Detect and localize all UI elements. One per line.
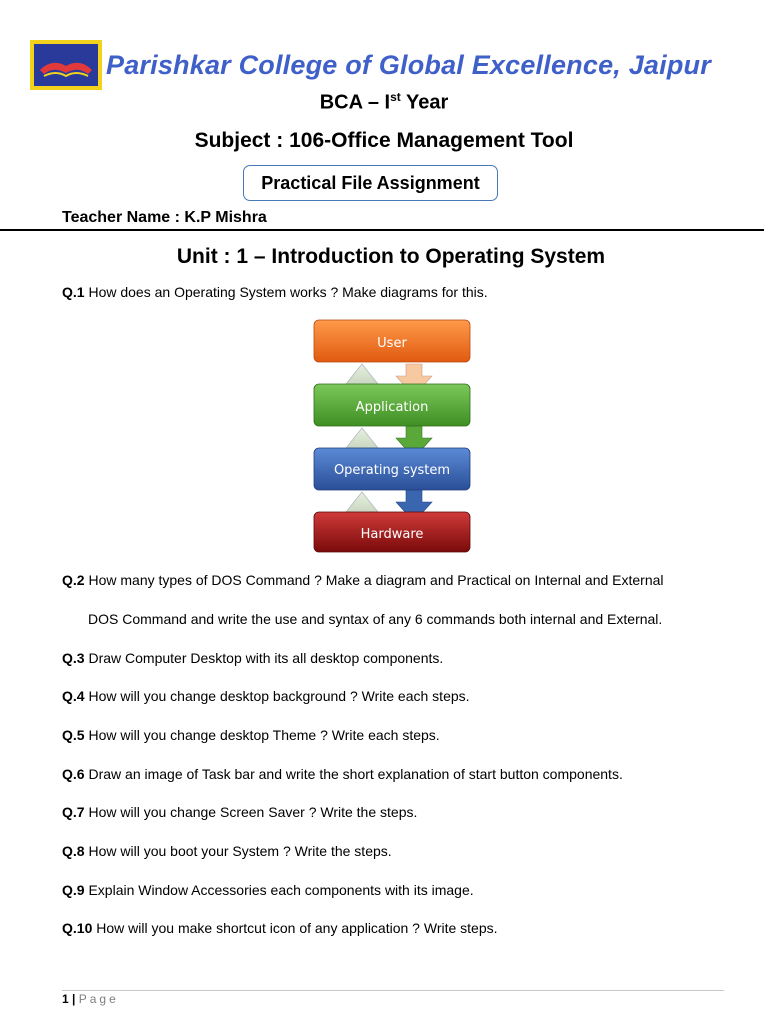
question-7: Q.7 How will you change Screen Saver ? Write the steps. xyxy=(62,804,418,820)
college-logo xyxy=(30,40,102,90)
question-5: Q.5 How will you change desktop Theme ? Write each steps. xyxy=(62,727,440,743)
college-name: Parishkar College of Global Excellence, Jaipur xyxy=(106,50,711,80)
assignment-box xyxy=(243,165,498,201)
question-2-continued: DOS Command and write the use and syntax of any 6 commands both internal and External. xyxy=(88,611,663,627)
unit-title: Unit : 1 – Introduction to Operating System xyxy=(176,245,606,268)
layer-user-label: User xyxy=(377,336,407,351)
question-4: Q.4 How will you change desktop background ? Write each steps. xyxy=(62,688,470,704)
question-8: Q.8 How will you boot your System ? Write the steps. xyxy=(62,843,392,859)
header-divider xyxy=(0,229,764,231)
page-footer: 1 | Page xyxy=(62,992,119,1006)
os-layers-diagram xyxy=(300,314,476,556)
year-heading: BCA – Ist Year xyxy=(319,90,449,114)
question-9: Q.9 Explain Window Accessories each components with its image. xyxy=(62,882,474,898)
layer-os-label: Operating system xyxy=(333,463,451,478)
footer-divider xyxy=(62,990,724,991)
layer-application-label: Application xyxy=(355,400,429,415)
assignment-title: Practical File Assignment xyxy=(261,172,480,193)
question-1: Q.1 How does an Operating System works ? Make diagrams for this. xyxy=(62,284,488,300)
question-6: Q.6 Draw an image of Task bar and write the short explanation of start button components. xyxy=(62,766,623,782)
question-2: Q.2 How many types of DOS Command ? Make a diagram and Practical on Internal and External xyxy=(62,572,664,588)
question-10: Q.10 How will you make shortcut icon of any application ? Write steps. xyxy=(62,920,498,936)
subject-heading: Subject : 106-Office Management Tool xyxy=(194,129,574,152)
layer-hardware-label: Hardware xyxy=(360,527,424,542)
teacher-name: Teacher Name : K.P Mishra xyxy=(62,209,267,226)
question-3: Q.3 Draw Computer Desktop with its all desktop components. xyxy=(62,650,444,666)
